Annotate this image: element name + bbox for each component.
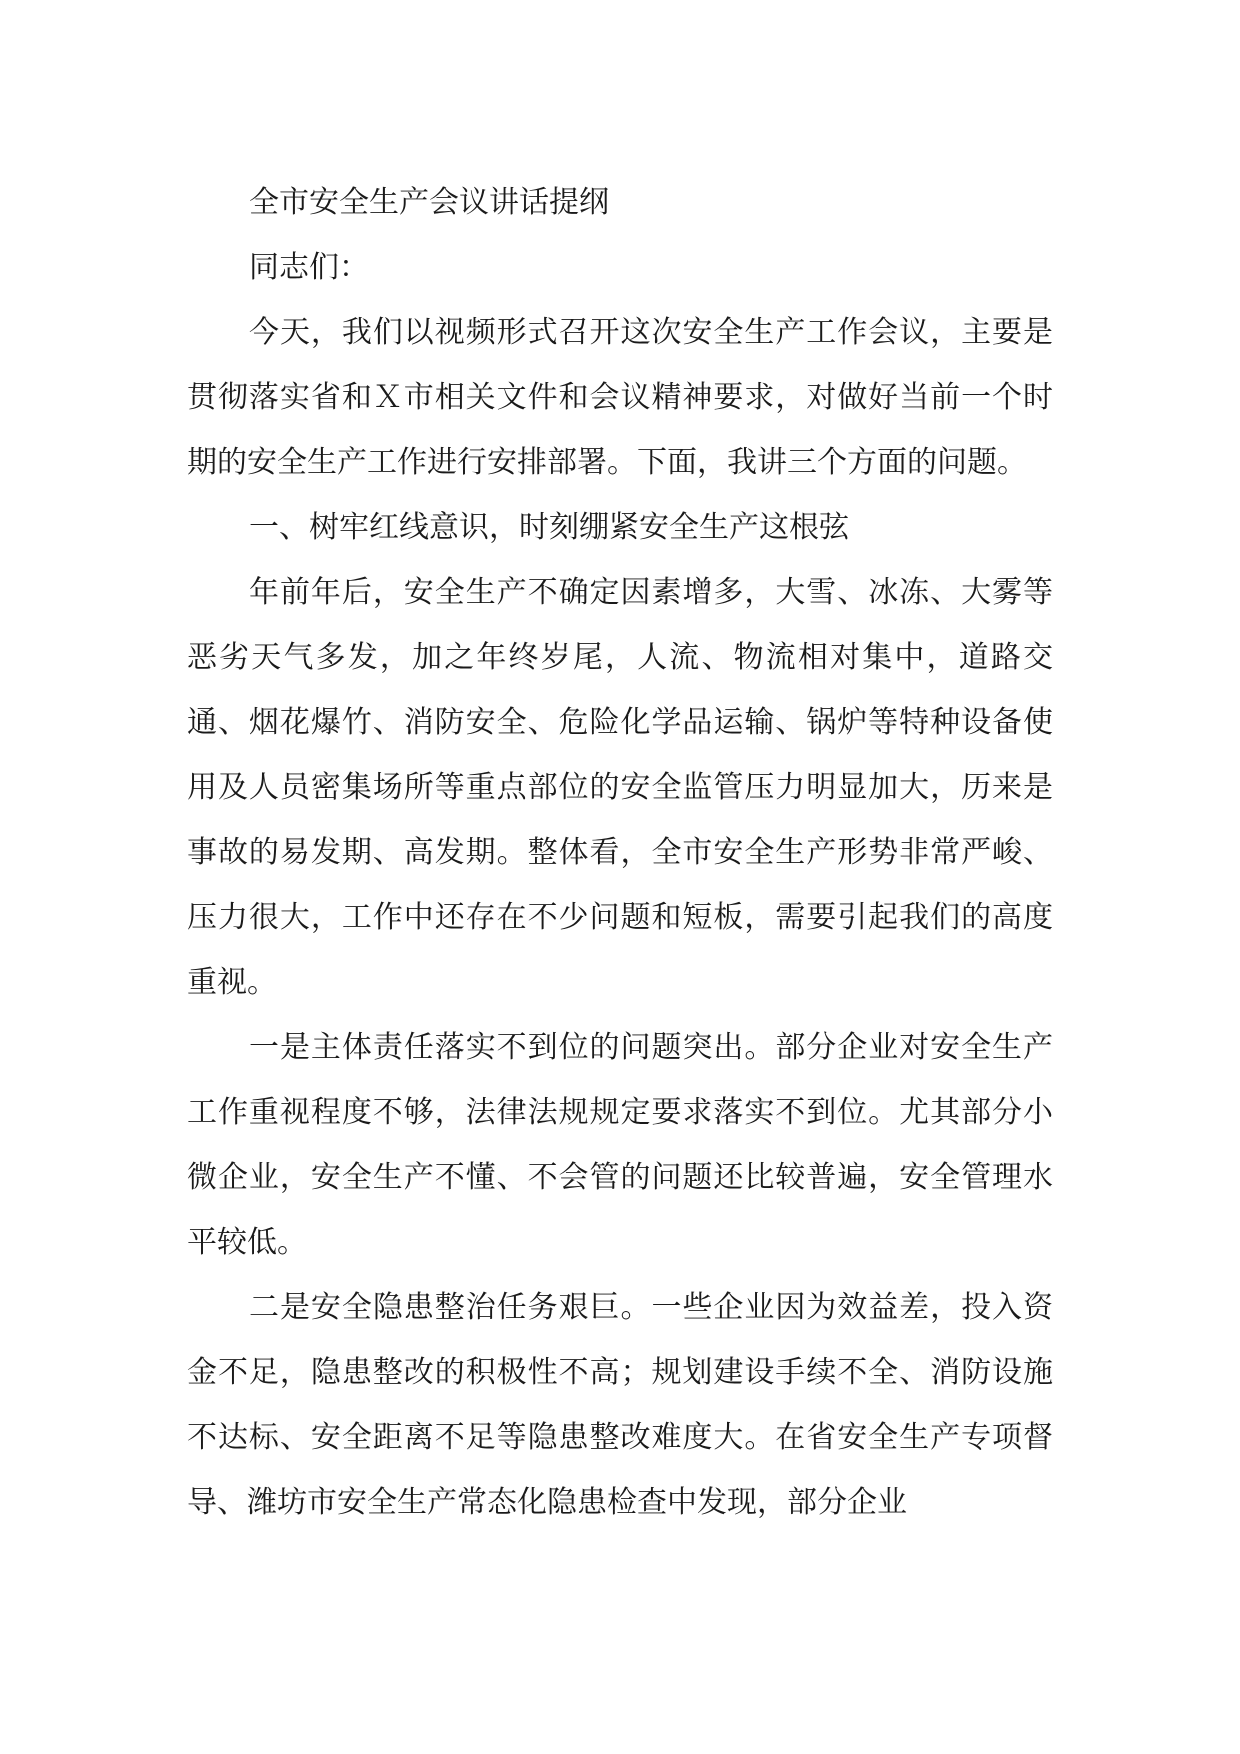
paragraph-intro: 今天，我们以视频形式召开这次安全生产工作会议，主要是贯彻落实省和Ｘ市相关文件和会议精神要求，对做好当前一个时期的安全生产工作进行安排部署。下面，我讲三个方面的问题。 [187, 315, 1053, 480]
paragraph-problem-2: 二是安全隐患整治任务艰巨。一些企业因为效益差，投入资金不足，隐患整改的积极性不高；规划建设手续不全、消防设施不达标、安全距离不足等隐患整改难度大。在省安全生产专项督导、潍坊市安全生产常态化隐患检查中发现，部分企业 [187, 1290, 1053, 1520]
paragraph-situation: 年前年后，安全生产不确定因素增多，大雪、冰冻、大雾等恶劣天气多发，加之年终岁尾，人流、物流相对集中，道路交通、烟花爆竹、消防安全、危险化学品运输、锅炉等特种设备使用及人员密集场所等重点部位的安全监管压力明显加大，历来是事故的易发期、高发期。整体看，全市安全生产形势非常严峻、压力很大，工作中还存在不少问题和短板，需要引起我们的高度重视。 [187, 575, 1053, 1000]
paragraph-problem-1: 一是主体责任落实不到位的问题突出。部分企业对安全生产工作重视程度不够，法律法规规定要求落实不到位。尤其部分小微企业，安全生产不懂、不会管的问题还比较普遍，安全管理水平较低。 [187, 1030, 1053, 1260]
section-heading-1: 一、树牢红线意识，时刻绷紧安全生产这根弦 [249, 510, 849, 545]
document-title: 全市安全生产会议讲话提纲 [249, 185, 609, 220]
salutation: 同志们： [249, 250, 369, 285]
document-body [187, 170, 1053, 1535]
